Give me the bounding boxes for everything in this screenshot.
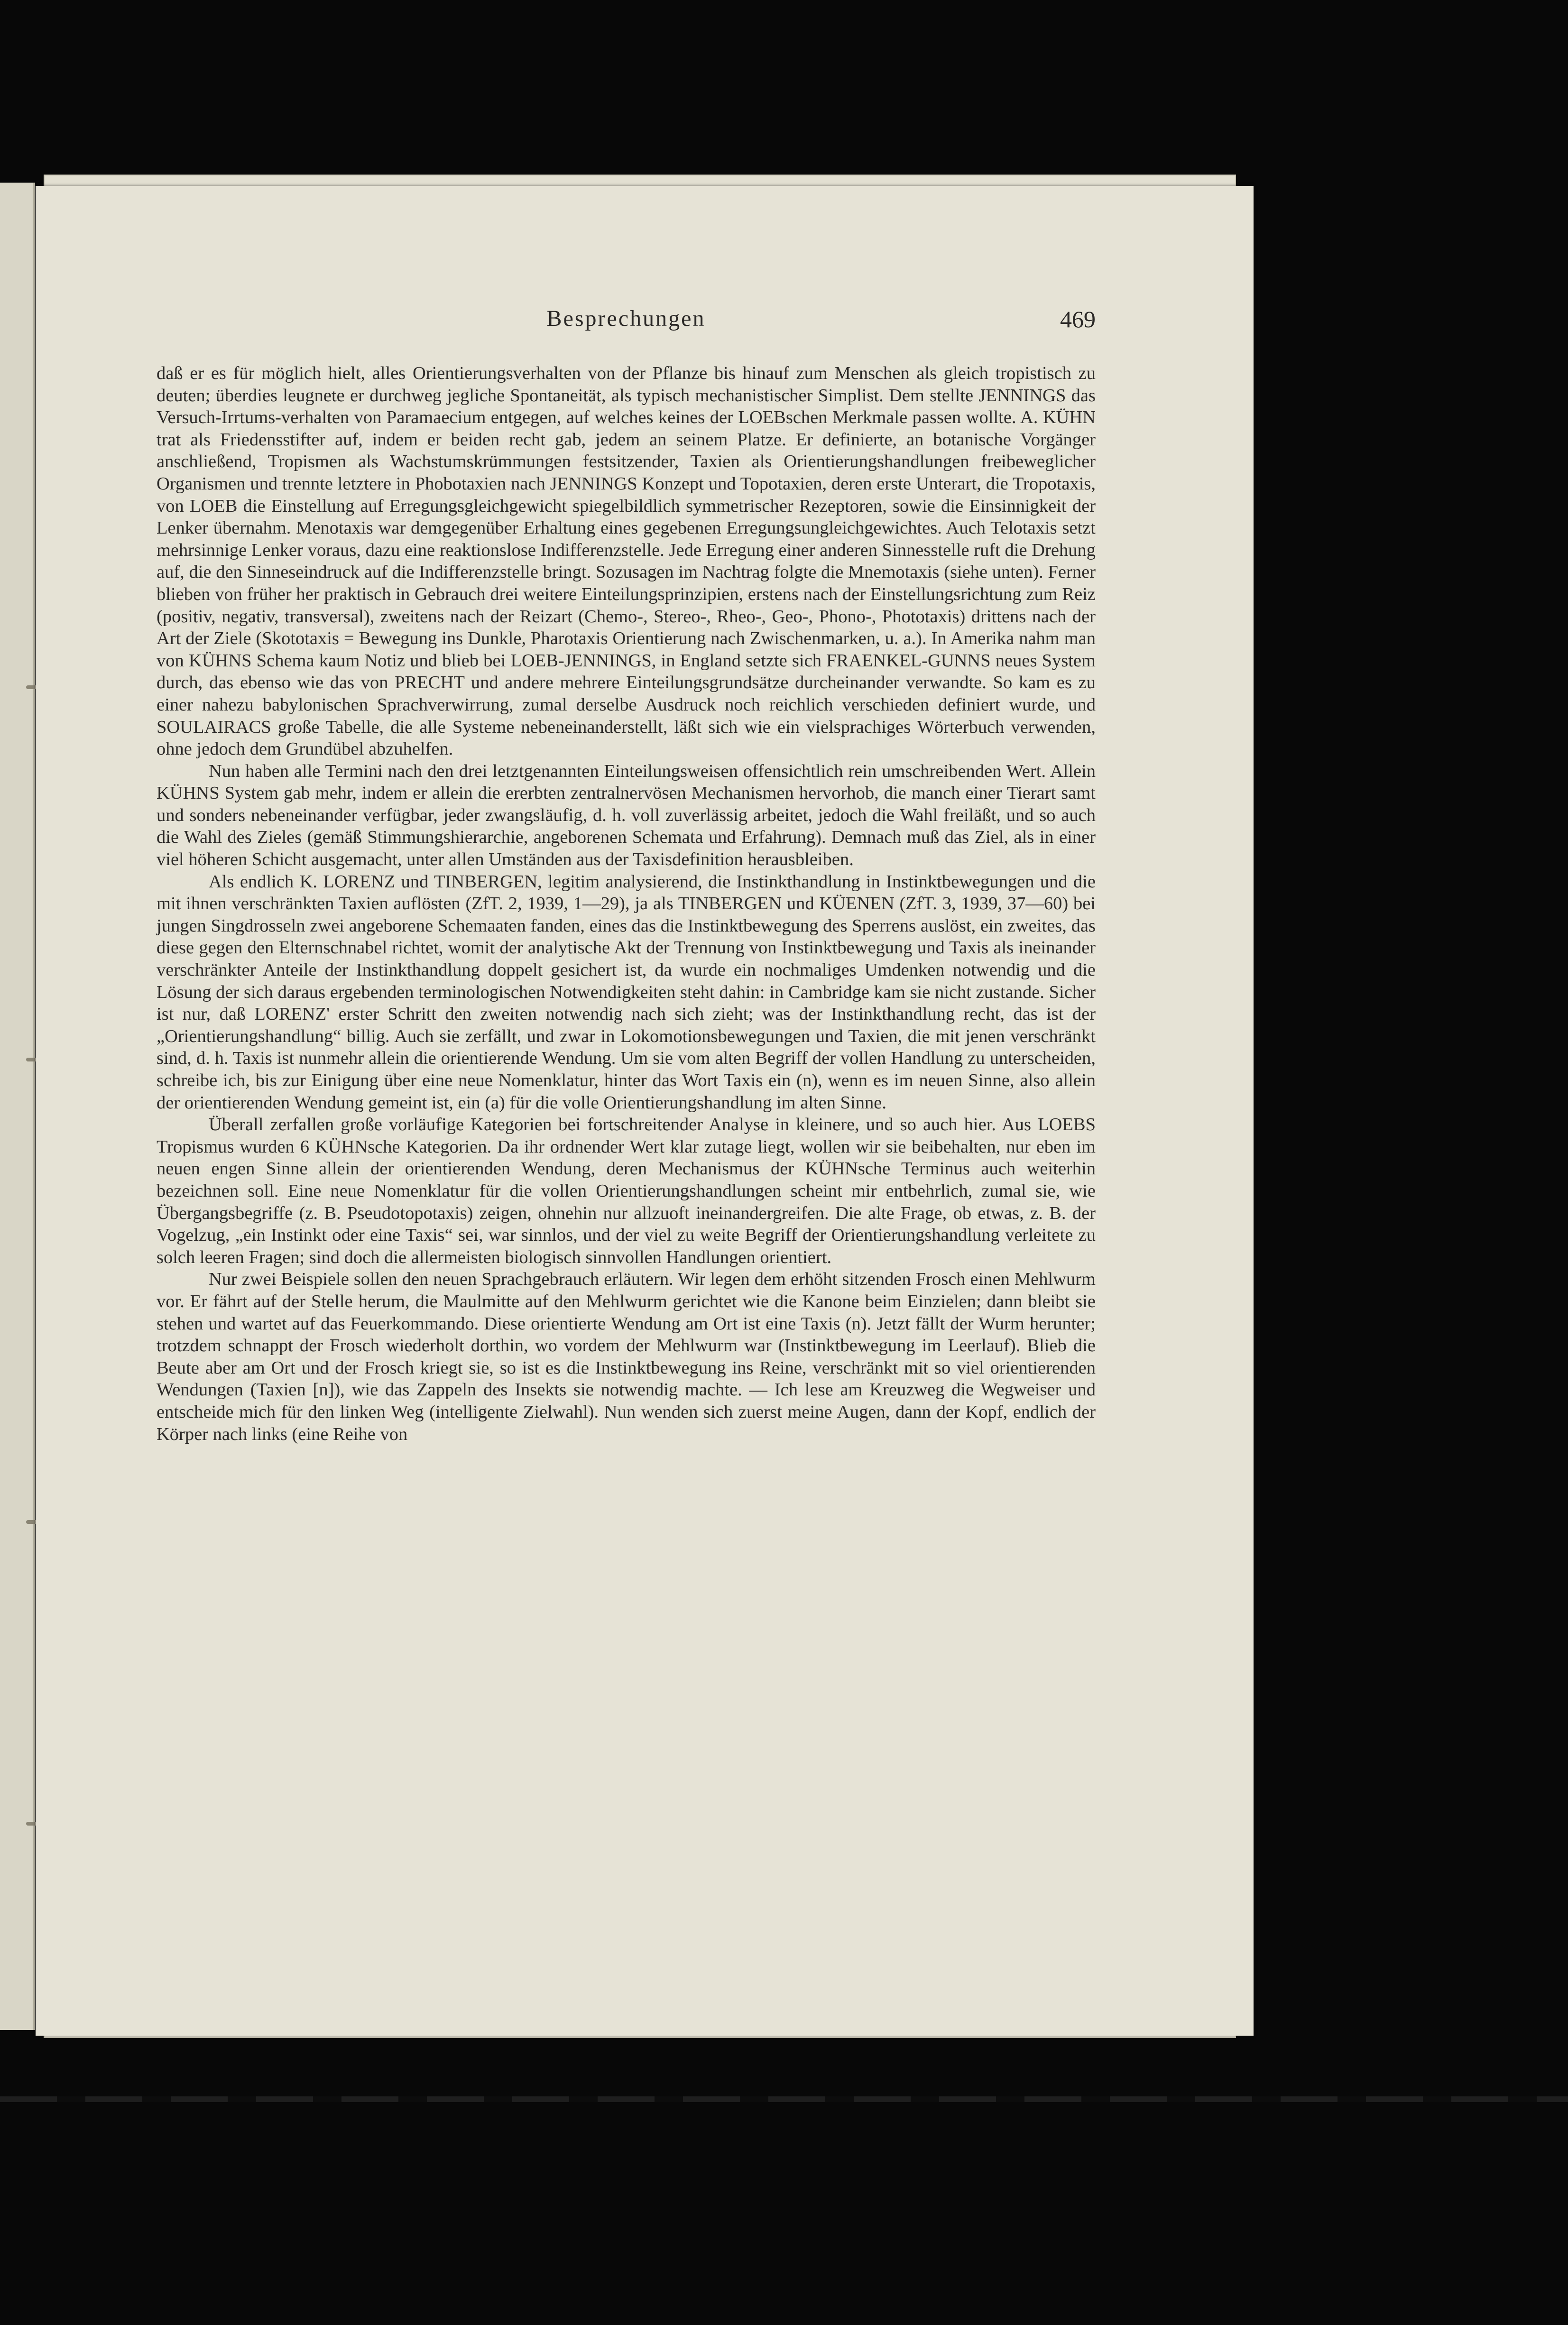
paragraph: Als endlich K. LORENZ und TINBERGEN, legitim analysierend, die Instinkthandlung in Instinktbewegungen und die mit ihnen verschränkten Taxien auflösten (ZfT. 2, 1939, 1—29), ja als TINBERGEN und KÜENEN (ZfT. 3, 1939, 37—60) bei jungen Singdrosseln zwei angeborene Schemaaten fanden, eines das die Instinktbewegung des Sperrens auslöst, ein zweites, das diese gegen den Elternschnabel richtet, womit der analytische Akt der Trennung von Instinktbewegung und Taxis als ineinander verschränkter Anteile der Instinkthandlung doppelt gesichert ist, da wurde ein nochmaliges Umdenken notwendig und die Lösung der sich daraus ergebenden terminologischen Notwendigkeiten steht dahin: in Cambridge kam sie nicht zustande. Sicher ist nur, daß LORENZ' erster Schritt den zweiten notwendig nach sich zieht; was der Instinkthandlung recht, das ist der „Orientierungshandlung“ billig. Auch sie zerfällt, und zwar in Lokomotionsbewegungen und Taxien, die mit jenen verschränkt sind, d. h. Taxis ist nunmehr allein die orientierende Wendung. Um sie vom alten Begriff der vollen Handlung zu unterscheiden, schreibe ich, bis zur Einigung über eine neue Nomenklatur, hinter das Wort Taxis ein (n), wenn es im neuen Sinne, also allein der orientierenden Wendung gemeint ist, ein (a) für die volle Orientierungshandlung im alten Sinne. xyxy=(157,871,1096,1113)
scan-bottom-strip xyxy=(0,2096,1568,2102)
running-head: Besprechungen xyxy=(546,306,706,331)
body-text xyxy=(157,362,1096,1445)
page-number: 469 xyxy=(1060,306,1096,332)
paragraph: Nun haben alle Termini nach den drei letztgenannten Einteilungsweisen offensichtlich rein umschreibenden Wert. Allein KÜHNS System gab mehr, indem er allein die ererbten zentralnervösen Mechanismen hervorhob, die manch einer Tierart samt und sonders nebeneinander verfügbar, jeder zwangsläufig, d. h. voll zuverlässig arbeitet, jedoch die Wahl freiläßt, und so auch die Wahl des Zieles (gemäß Stimmungshierarchie, angeborenen Schemata und Erfahrung). Demnach muß das Ziel, als in einer viel höheren Schicht ausgemacht, unter allen Umständen aus der Taxisdefinition herausbleiben. xyxy=(157,761,1096,870)
page-header xyxy=(157,305,1096,343)
previous-page-edge xyxy=(0,183,35,2030)
paragraph: daß er es für möglich hielt, alles Orientierungsverhalten von der Pflanze bis hinauf zum Menschen als gleich tropistisch zu deuten; überdies leugnete er durchweg jegliche Spontaneität, als typisch mechanistischer Simplist. Dem stellte JENNINGS das Versuch-Irrtums-verhalten von Paramaecium entgegen, auf welches keines der LOEBschen Merkmale passen wollte. A. KÜHN trat als Friedensstifter auf, indem er beiden recht gab, jedem an seinem Platze. Er definierte, an botanische Vorgänger anschließend, Tropismen als Wachstumskrümmungen festsitzender, Taxien als Orientierungshandlungen freibeweglicher Organismen und trennte letztere in Phobotaxien nach JENNINGS Konzept und Topotaxien, deren erste Unterart, die Tropotaxis, von LOEB die Einstellung auf Erregungsgleichgewicht spiegelbildlich symmetrischer Rezeptoren, sowie die Einsinnigkeit der Lenker übernahm. Menotaxis war demgegenüber Erhaltung eines gegebenen Erregungsungleichgewichtes. Auch Telotaxis setzt mehrsinnige Lenker voraus, dazu eine reaktionslose Indifferenzstelle. Jede Erregung einer anderen Sinnesstelle ruft die Drehung auf, die den Sinneseindruck auf die Indifferenzstelle bringt. Sozusagen im Nachtrag folgte die Mnemotaxis (siehe unten). Ferner blieben von früher her praktisch in Gebrauch drei weitere Einteilungsprinzipien, erstens nach der Einstellungsrichtung zum Reiz (positiv, negativ, transversal), zweitens nach der Reizart (Chemo-, Stereo-, Rheo-, Geo-, Phono-, Phototaxis) drittens nach der Art der Ziele (Skototaxis = Bewegung ins Dunkle, Pharotaxis Orientierung nach Zwischenmarken, u. a.). In Amerika nahm man von KÜHNS Schema kaum Notiz und blieb bei LOEB-JENNINGS, in England setzte sich FRAENKEL-GUNNS neues System durch, das ebenso wie das von PRECHT und andere mehrere Einteilungsgrundsätze durcheinander verwandte. So kam es zu einer nahezu babylonischen Sprachverwirrung, zumal derselbe Ausdruck noch reichlich verschieden definiert wurde, und SOULAIRACS große Tabelle, die alle Systeme nebeneinanderstellt, läßt sich wie ein vielsprachiges Wörterbuch verwenden, ohne jedoch dem Grundübel abzuhelfen. xyxy=(157,363,1096,759)
paragraph: Nur zwei Beispiele sollen den neuen Sprachgebrauch erläutern. Wir legen dem erhöht sitzenden Frosch einen Mehlwurm vor. Er fährt auf der Stelle herum, die Maulmitte auf den Mehlwurm gerichtet wie die Kanone beim Einzielen; dann bleibt sie stehen und wartet auf das Feuerkommando. Diese orientierte Wendung am Ort ist eine Taxis (n). Jetzt fällt der Wurm herunter; trotzdem schnappt der Frosch wiederholt dorthin, wo vordem der Mehlwurm war (Instinktbewegung im Leerlauf). Blieb die Beute aber am Ort und der Frosch kriegt sie, so ist es die Instinktbewegung ins Reine, verschränkt mit so viel orientierenden Wendungen (Taxien [n]), wie das Zappeln des Insekts sie notwendig machte. — Ich lese am Kreuzweg die Wegweiser und entscheide mich für den linken Weg (intelligente Zielwahl). Nun wenden sich zuerst meine Augen, dann der Kopf, endlich der Körper nach links (eine Reihe von xyxy=(157,1269,1096,1444)
paragraph: Überall zerfallen große vorläufige Kategorien bei fortschreitender Analyse in kleinere, und so auch hier. Aus LOEBS Tropismus wurden 6 KÜHNsche Kategorien. Da ihr ordnender Wert klar zutage liegt, wollen wir sie beibehalten, nur eben im neuen engen Sinne allein der orientierenden Wendung, deren Mechanismus der KÜHNsche Terminus auch weiterhin bezeichnen soll. Eine neue Nomenklatur für die vollen Orientierungshandlungen scheint mir entbehrlich, zumal sie, wie Übergangsbegriffe (z. B. Pseudotopotaxis) zeigen, ohnehin nur allzuoft ineinandergreifen. Die alte Frage, ob etwas, z. B. der Vogelzug, „ein Instinkt oder eine Taxis“ sei, war sinnlos, und der viel zu weite Begriff der Orientierungshandlung verleitete zu solch leeren Fragen; sind doch die allermeisten biologisch sinnvollen Handlungen orientiert. xyxy=(157,1115,1096,1267)
book-page xyxy=(36,186,1254,2036)
